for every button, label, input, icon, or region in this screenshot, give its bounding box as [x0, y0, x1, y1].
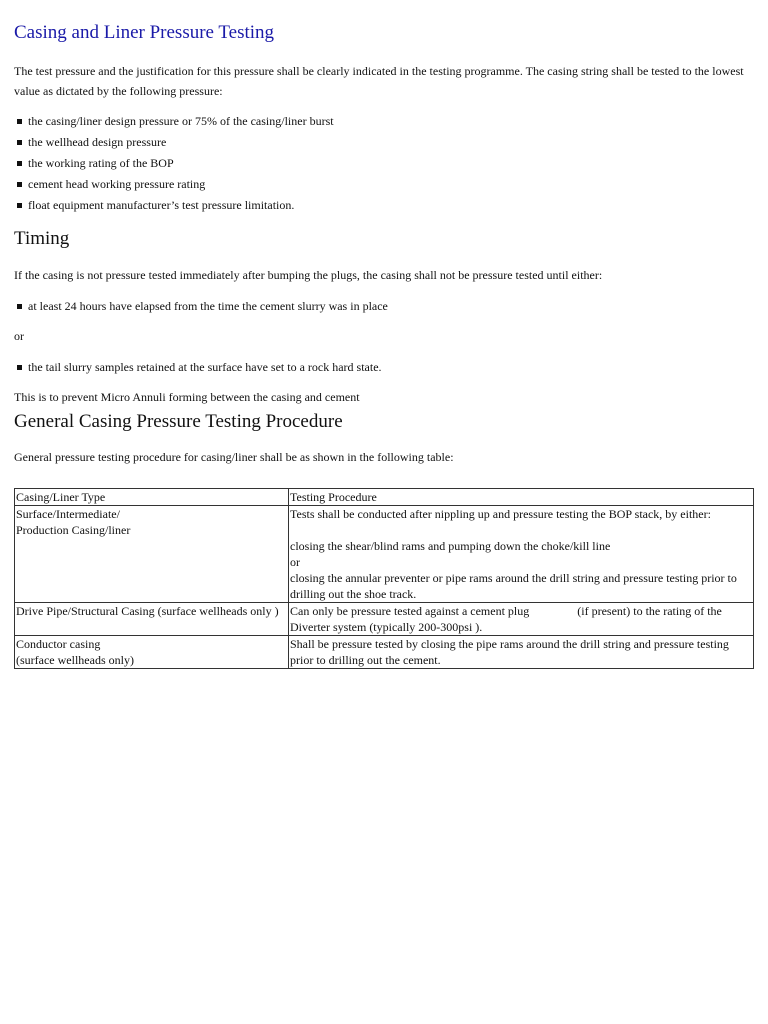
procedure-cell: Shall be pressure tested by closing the pipe rams around the drill string and pressure testing prior to drilling out the cement. [289, 636, 754, 669]
list-item: float equipment manufacturer’s test pressure limitation. [14, 195, 334, 216]
timing-option-list-2 [14, 357, 382, 378]
procedure-cell: Can only be pressure tested against a cement plug (if present) to the rating of the Diverter system (typically 200-300psi ). [289, 603, 754, 636]
intro-paragraph: The test pressure and the justification for this pressure shall be clearly indicated in the testing programme. The casing string shall be tested to the lowest value as dictated by the following pressure: [14, 64, 744, 98]
bullet-icon [17, 182, 22, 187]
procedure-cell: Tests shall be conducted after nippling up and pressure testing the BOP stack, by either: closing the shear/blind rams and pumping down the choke/kill line or closing the annular preventer or pipe rams around the drill string and pressure testing prior to drilling out the shoe track. [289, 506, 754, 603]
general-intro: General pressure testing procedure for casing/liner shall be as shown in the following table: [14, 450, 454, 464]
list-item: at least 24 hours have elapsed from the time the cement slurry was in place [14, 296, 388, 317]
timing-note: This is to prevent Micro Annuli forming between the casing and cement [14, 390, 360, 404]
table-row [15, 603, 754, 636]
bullet-icon [17, 304, 22, 309]
bullet-icon [17, 161, 22, 166]
type-cell: Conductor casing (surface wellheads only) [15, 636, 289, 669]
general-heading: General Casing Pressure Testing Procedure [14, 411, 343, 432]
header-cell: Testing Procedure [289, 489, 754, 506]
bullet-icon [17, 119, 22, 124]
list-item: cement head working pressure rating [14, 174, 334, 195]
list-item: the tail slurry samples retained at the surface have set to a rock hard state. [14, 357, 382, 378]
table-header-row [15, 489, 754, 506]
table-row [15, 636, 754, 669]
bullet-icon [17, 140, 22, 145]
bullet-icon [17, 365, 22, 370]
procedure-table [14, 488, 754, 669]
timing-heading: Timing [14, 228, 70, 249]
pressure-list [14, 111, 334, 216]
list-item: the working rating of the BOP [14, 153, 334, 174]
timing-option-list-1 [14, 296, 388, 317]
type-cell: Drive Pipe/Structural Casing (surface wellheads only ) [15, 603, 289, 636]
bullet-icon [17, 203, 22, 208]
page-title: Casing and Liner Pressure Testing [14, 22, 275, 43]
timing-intro: If the casing is not pressure tested immediately after bumping the plugs, the casing shall not be pressure tested until either: [14, 268, 603, 282]
list-item: the wellhead design pressure [14, 132, 334, 153]
table-row [15, 506, 754, 603]
type-cell: Surface/Intermediate/ Production Casing/liner [15, 506, 289, 603]
or-text: or [14, 329, 24, 343]
list-item: the casing/liner design pressure or 75% of the casing/liner burst [14, 111, 334, 132]
header-cell: Casing/Liner Type [15, 489, 289, 506]
